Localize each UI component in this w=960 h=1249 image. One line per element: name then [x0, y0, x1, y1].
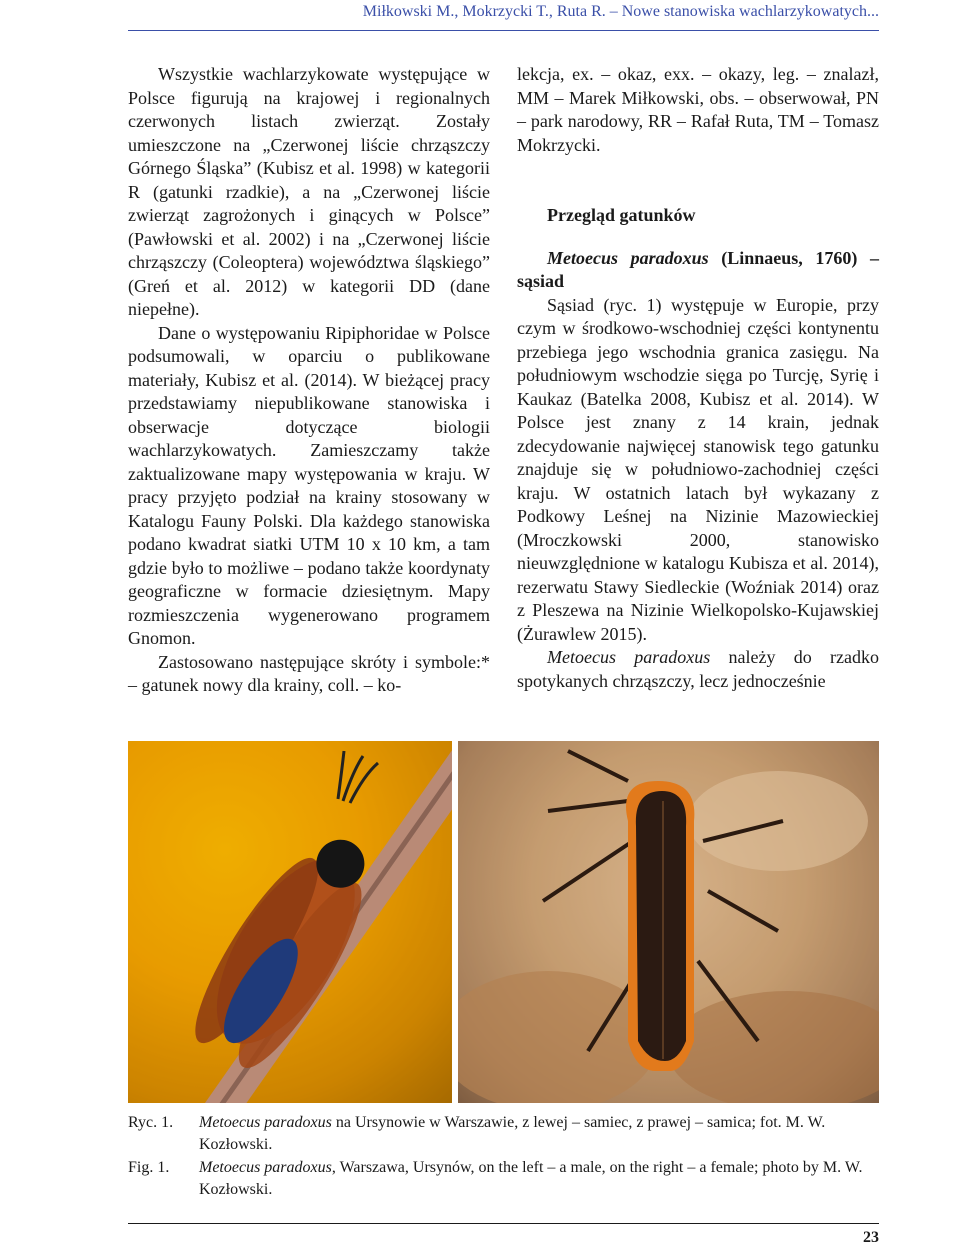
paragraph-abbreviations-cont: lekcja, ex. – okaz, exx. – okazy, leg. – znalazł, MM – Marek Miłkowski, obs. – obserwował, PN – park narodowy, RR – Rafał Ruta, TM – Tomasz Mokrzycki.: [517, 64, 879, 155]
paragraph-rarity-text: należy do rzadko spotykanych chrząszczy, lecz jednocześnie: [517, 647, 879, 691]
caption-label-ryc: Ryc. 1.: [128, 1114, 174, 1131]
paragraph-rarity: [517, 646, 879, 693]
photo-female-beetle: [458, 741, 879, 1103]
photo-male-beetle: [128, 741, 452, 1103]
section-heading: Przegląd gatunków: [547, 205, 696, 225]
caption-body-english: , Warszawa, Ursynów, on the left – a male, on the right – a female; photo by M. W. Kozłowski.: [199, 1159, 863, 1198]
paragraph-distribution: Sąsiad (ryc. 1) występuje w Europie, przy czym w środkowo-wschodniej części kontynentu przebiega jego wschodnia granica zasięgu. Na południowym wschodzie sięga po Turcję, Syrię i Kaukaz (Batelka 2008, Kubisz et al. 2014). W Polsce jest znany z 14 krain, jednak zdecydowanie najwięcej stanowisk tego gatunku znajduje się w południowo-zachodniej części kraju. W ostatnich latach był wykazany z Podkowy Leśnej na Nizinie Mazowieckiej (Mroczkowski 2000, stanowisko nieuwzględnione w katalogu Kubisza et al. 2014), rezerwatu Stawy Siedleckie (Woźniak 2014) oraz z Pleszewa na Nizinie Wielkopolsko-Kujawskiej (Żurawlew 2015).: [517, 294, 879, 644]
caption-english: [128, 1157, 879, 1201]
species-name-inline: Metoecus paradoxus: [547, 647, 711, 667]
right-column: [517, 63, 879, 693]
footer-rule: [128, 1223, 879, 1224]
caption-species-english: Metoecus paradoxus: [199, 1159, 332, 1176]
paragraph-methods: Dane o występowaniu Ripiphoridae w Polsce podsumowali, w oparciu o publikowane materiały, Kubisz et al. (2014). W bieżącej pracy przedstawiamy niepublikowane stanowiska i obserwacje dotyczące biologii wachlarzykowatych. Zamieszczamy także zaktualizowane mapy występowania w kraju. W pracy przyjęto podział na krainy stosowany w Katalogu Fauny Polski. Dla każdego stanowiska podano kwadrat siatki UTM 10 x 10 km, a tam gdzie było to możliwe – podano także koordynaty geograficzne w formacie dziesiętnym. Mapy rozmieszczenia wygenerowano programem Gnomon.: [128, 322, 490, 648]
species-name: Metoecus paradoxus: [547, 247, 709, 268]
caption-body-polish: na Ursynowie w Warszawie, z lewej – samiec, z prawej – samica; fot. M. W. Kozłowski.: [199, 1114, 826, 1153]
species-heading: [517, 247, 879, 294]
header-rule: [128, 30, 879, 31]
running-header: Miłkowski M., Mokrzycki T., Ruta R. – Nowe stanowiska wachlarzykowatych...: [362, 3, 879, 20]
caption-text-english: [199, 1157, 879, 1201]
left-column: [128, 63, 490, 698]
caption-species-polish: Metoecus paradoxus: [199, 1114, 332, 1131]
paragraph-red-lists: Wszystkie wachlarzykowate występujące w Polsce figurują na krajowej i regionalnych czerwonych listach zwierząt. Zostały umieszczone na „Czerwonej liście chrząszczy Górnego Śląska” (Kubisz et al. 1998) w kategorii R (gatunki rzadkie), a na „Czerwonej liście zwierząt zagrożonych i ginących w Polsce” (Pawłowski et al. 2002) i na „Czerwonej liście chrząszczy (Coleoptera) województwa śląskiego” (Greń et al. 2012) w kategorii DD (dane niepełne).: [128, 64, 490, 319]
species-author: (Linnaeus, 1760) – sąsiad: [517, 247, 879, 291]
paragraph-abbreviations: Zastosowano następujące skróty i symbole:* – gatunek nowy dla krainy, coll. – ko-: [128, 651, 490, 695]
page-number: 23: [863, 1229, 879, 1246]
caption-label-fig: Fig. 1.: [128, 1159, 170, 1176]
caption-polish: [128, 1112, 879, 1156]
caption-text-polish: [199, 1112, 879, 1156]
figure-photos: [128, 741, 879, 1103]
